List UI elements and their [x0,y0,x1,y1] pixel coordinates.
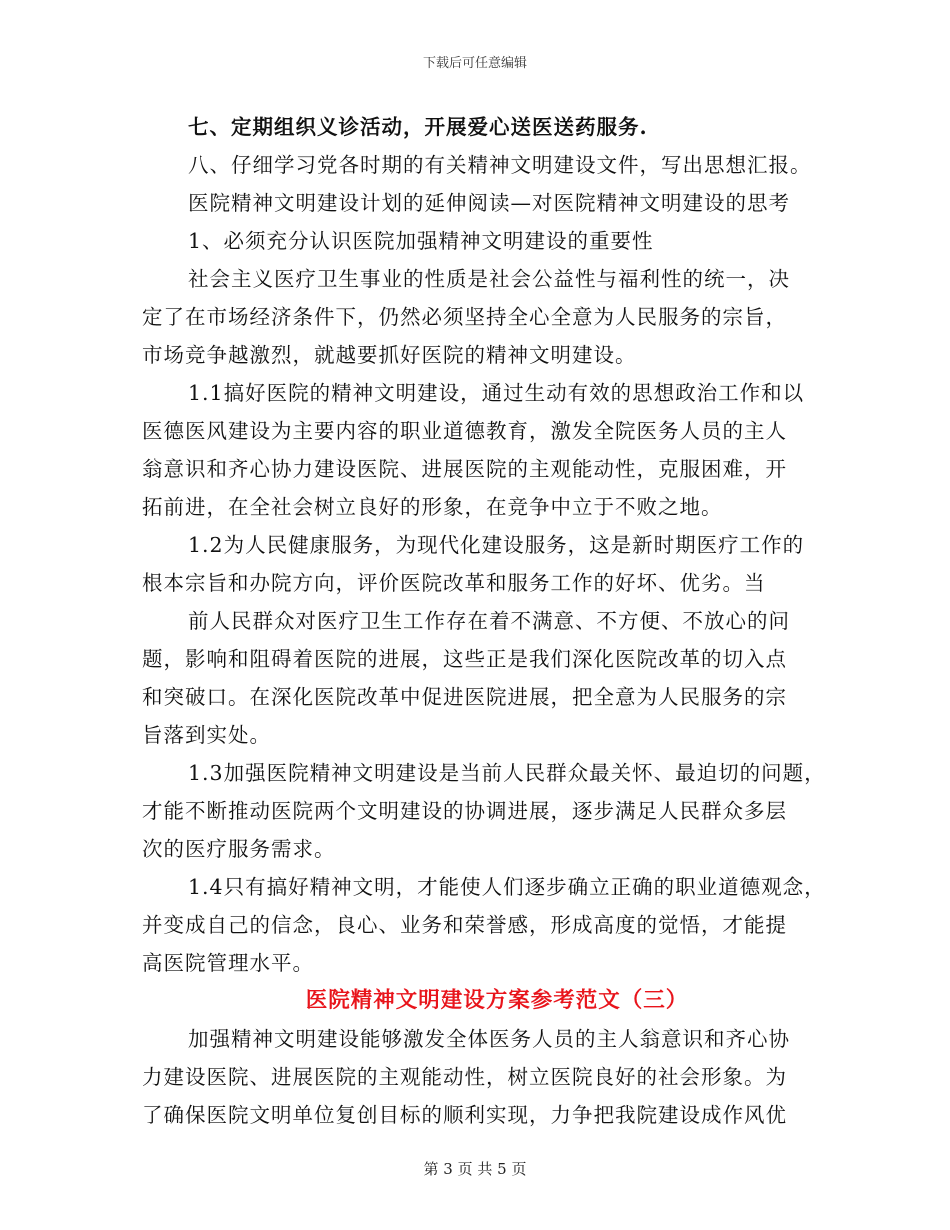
paragraph-1-1: 1.1搞好医院的精神文明建设，通过生动有效的思想政治工作和以 [188,381,805,405]
paragraph-line: 题，影响和阻碍着医院的进展，这些正是我们深化医院改革的切入点 [142,647,787,671]
paragraph-line: 力建设医院、进展医院的主观能动性，树立医院良好的社会形象。为 [142,1065,787,1089]
section-title: 医院精神文明建设方案参考范文（三） [305,988,689,1013]
paragraph-line: 了确保医院文明单位复创目标的顺利实现，力争把我院建设成作风优 [142,1103,787,1127]
paragraph-line: 医德医风建设为主要内容的职业道德教育，激发全院医务人员的主人 [142,419,787,443]
paragraph-line: 根本宗旨和办院方向，评价医院改革和服务工作的好坏、优劣。当 [142,571,766,595]
paragraph-line: 市场竞争越激烈，就越要抓好医院的精神文明建设。 [142,343,637,367]
extended-reading-heading: 医院精神文明建设计划的延伸阅读—对医院精神文明建设的思考 [188,191,790,215]
paragraph-line: 旨落到实处。 [142,723,271,747]
subheading-1: 1、必须充分认识医院加强精神文明建设的重要性 [188,229,654,253]
paragraph-line: 才能不断推动医院两个文明建设的协调进展，逐步满足人民群众多层 [142,799,787,823]
paragraph-line: 和突破口。在深化医院改革中促进医院进展，把全意为人民服务的宗 [142,685,787,709]
paragraph-line: 加强精神文明建设能够激发全体医务人员的主人翁意识和齐心协 [188,1027,790,1051]
paragraph-1-3: 1.3加强医院精神文明建设是当前人民群众最关怀、最迫切的问题， [188,761,826,785]
paragraph-line: 高医院管理水平。 [142,951,314,975]
paragraph-line: 次的医疗服务需求。 [142,837,336,861]
document-body [142,108,832,1134]
page-footer: 第 3 页 共 5 页 [423,1160,527,1178]
section-eight: 八、仔细学习党各时期的有关精神文明建设文件，写出思想汇报。 [188,153,812,177]
paragraph-line: 拓前进，在全社会树立良好的形象，在竞争中立于不败之地。 [142,495,723,519]
paragraph-line: 翁意识和齐心协力建设医院、进展医院的主观能动性，克服困难，开 [142,457,787,481]
paragraph-line: 定了在市场经济条件下，仍然必须坚持全心全意为人民服务的宗旨， [142,305,787,329]
page-header: 下载后可任意编辑 [422,56,527,71]
paragraph-line: 并变成自己的信念，良心、业务和荣誉感，形成高度的觉悟，才能提 [142,913,787,937]
section-seven: 七、定期组织义诊活动，开展爱心送医送药服务. [188,115,648,139]
paragraph-line: 社会主义医疗卫生事业的性质是社会公益性与福利性的统一，决 [188,267,790,291]
paragraph-line: 前人民群众对医疗卫生工作存在着不满意、不方便、不放心的问 [188,609,790,633]
paragraph-1-4: 1.4只有搞好精神文明，才能使人们逐步确立正确的职业道德观念， [188,875,826,899]
paragraph-1-2: 1.2为人民健康服务，为现代化建设服务，这是新时期医疗工作的 [188,533,805,557]
